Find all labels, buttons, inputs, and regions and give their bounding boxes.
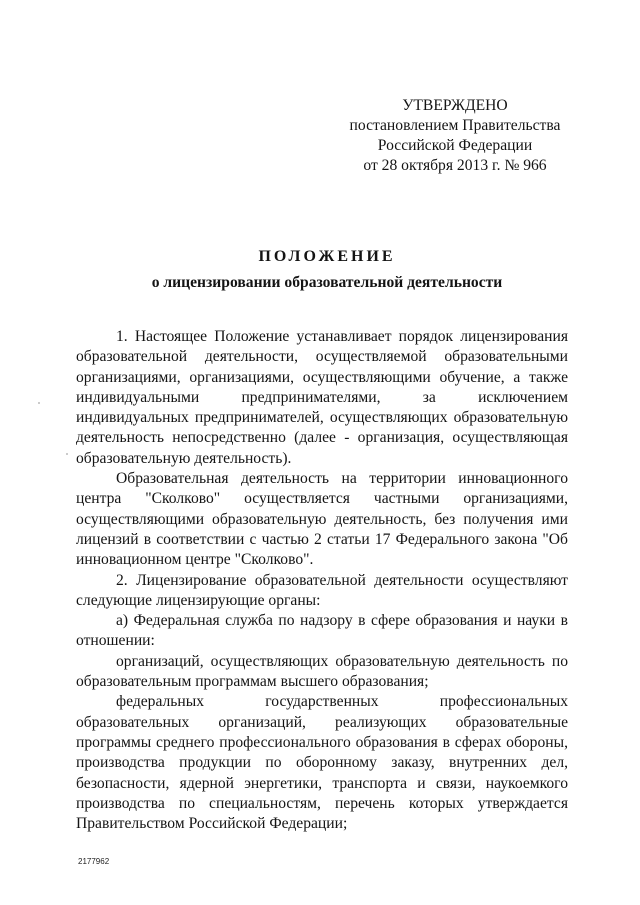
approval-block	[330, 96, 580, 176]
paragraph-5: организаций, осуществляющих образовательную деятельность по образовательным программам высшего образования;	[76, 652, 568, 691]
paragraph-4: а) Федеральная служба по надзору в сфере образования и науки в отношении:	[76, 612, 568, 650]
approval-line-decree: постановлением Правительства	[349, 117, 561, 134]
approval-stamp-title: УТВЕРЖДЕНО	[402, 97, 508, 114]
scan-artifact	[38, 402, 40, 404]
paragraph-6: федеральных государственных профессиональных образовательных организаций, реализующих образовательные программы среднего профессионального образования в сферах обороны, производства продукции по оборонному заказу, внутренних дел, безопасности, ядерной энергетики, транспорта и связи, наукоемкого производства по специальностям, перечень которых утверждается Правительством Российской Федерации;	[76, 693, 568, 833]
approval-line-date: от 28 октября 2013 г. № 966	[363, 157, 547, 174]
scan-artifact	[66, 453, 68, 455]
document-body	[76, 327, 568, 834]
paragraph-2: Образовательная деятельность на территории инновационного центра "Сколково" осуществляется частными организациями, осуществляющими образовательную деятельность, без получения ими лицензий в соответствии с частью 2 статьи 17 Федерального закона "Об инновационном центре "Сколково".	[76, 470, 568, 569]
paragraph-1: 1. Настоящее Положение устанавливает порядок лицензирования образовательной деятельности, осуществляемой образовательными организациями, организациями, осуществляющими обучение, а также индивидуальными предпринимателями, за исключением индивидуальных предпринимателей, осуществляющих образовательную деятельность непосредственно (далее - организация, осуществляющая образовательную деятельность).	[76, 328, 568, 467]
document-code: 2177962	[78, 857, 110, 866]
document-subtitle: о лицензировании образовательной деятельности	[151, 274, 503, 291]
paragraph-3: 2. Лицензирование образовательной деятельности осуществляют следующие лицензирующие органы:	[76, 571, 568, 609]
document-title: ПОЛОЖЕНИЕ	[258, 248, 396, 265]
approval-line-government: Российской Федерации	[377, 137, 533, 154]
